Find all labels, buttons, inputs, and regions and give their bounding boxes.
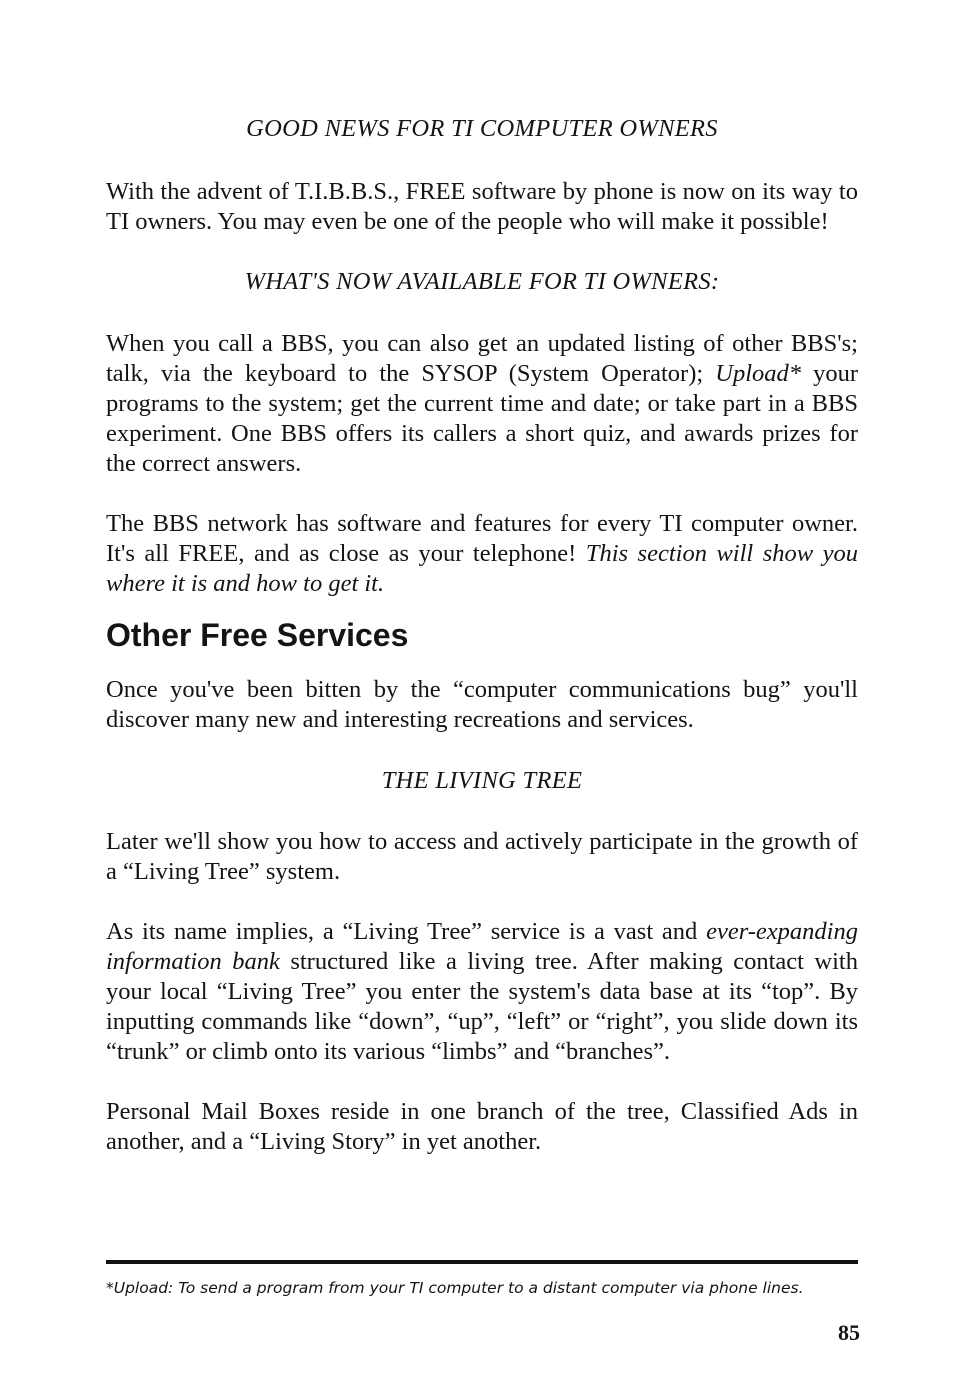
paragraph-bbs-part1: When you call a BBS, you can also get an updated listing of other BBS's; talk, via the keyboard to the SYSOP (System Operator); (106, 330, 858, 387)
paragraph-implies-part2: structured like a living tree. After making contact with your local “Living Tree” you enter the system's data base at its “top”. By inputting commands like “down”, “up”, “left” or “right”, you slide down its “trunk” or climb onto its various “limbs” and “branches”. (106, 948, 858, 1065)
heading-good-news: GOOD NEWS FOR TI COMPUTER OWNERS (246, 115, 718, 142)
paragraph-once: Once you've been bitten by the “computer communications bug” you'll discover many new and interesting recreations and services. (106, 676, 858, 733)
page-body (106, 114, 858, 1157)
paragraph-network-italic: This section will show you where it is and how to get it. (106, 540, 858, 597)
paragraph-implies-italic: ever-expanding information bank (106, 918, 858, 975)
paragraph-advent: With the advent of T.I.B.B.S., FREE software by phone is now on its way to TI owners. You may even be one of the people who will make it possible! (106, 178, 858, 235)
paragraph-bbs-part2: your programs to the system; get the current time and date; or take part in a BBS experiment. One BBS offers its callers a short quiz, and awards prizes for the correct answers. (106, 360, 858, 477)
heading-living-tree: THE LIVING TREE (381, 767, 583, 794)
section-title: Other Free Services (106, 617, 409, 653)
footnote-divider (106, 1260, 858, 1264)
paragraph-network-part1: The BBS network has software and features for every TI computer owner. It's all FREE, and as close as your telephone! (106, 510, 858, 567)
footnote: *Upload: To send a program from your TI computer to a distant computer via phone lines. (106, 1279, 804, 1297)
paragraph-later: Later we'll show you how to access and actively participate in the growth of a “Living Tree” system. (106, 828, 858, 885)
upload-term: Upload* (715, 360, 801, 387)
paragraph-bbs (106, 329, 858, 479)
paragraph-implies (106, 917, 858, 1067)
paragraph-implies-part1: As its name implies, a “Living Tree” service is a vast and (106, 918, 707, 945)
paragraph-mail: Personal Mail Boxes reside in one branch of the tree, Classified Ads in another, and a “Living Story” in yet another. (106, 1098, 858, 1155)
heading-whats-now-available: WHAT'S NOW AVAILABLE FOR TI OWNERS: (244, 268, 720, 295)
paragraph-network (106, 509, 858, 599)
page-number: 85 (838, 1320, 860, 1345)
